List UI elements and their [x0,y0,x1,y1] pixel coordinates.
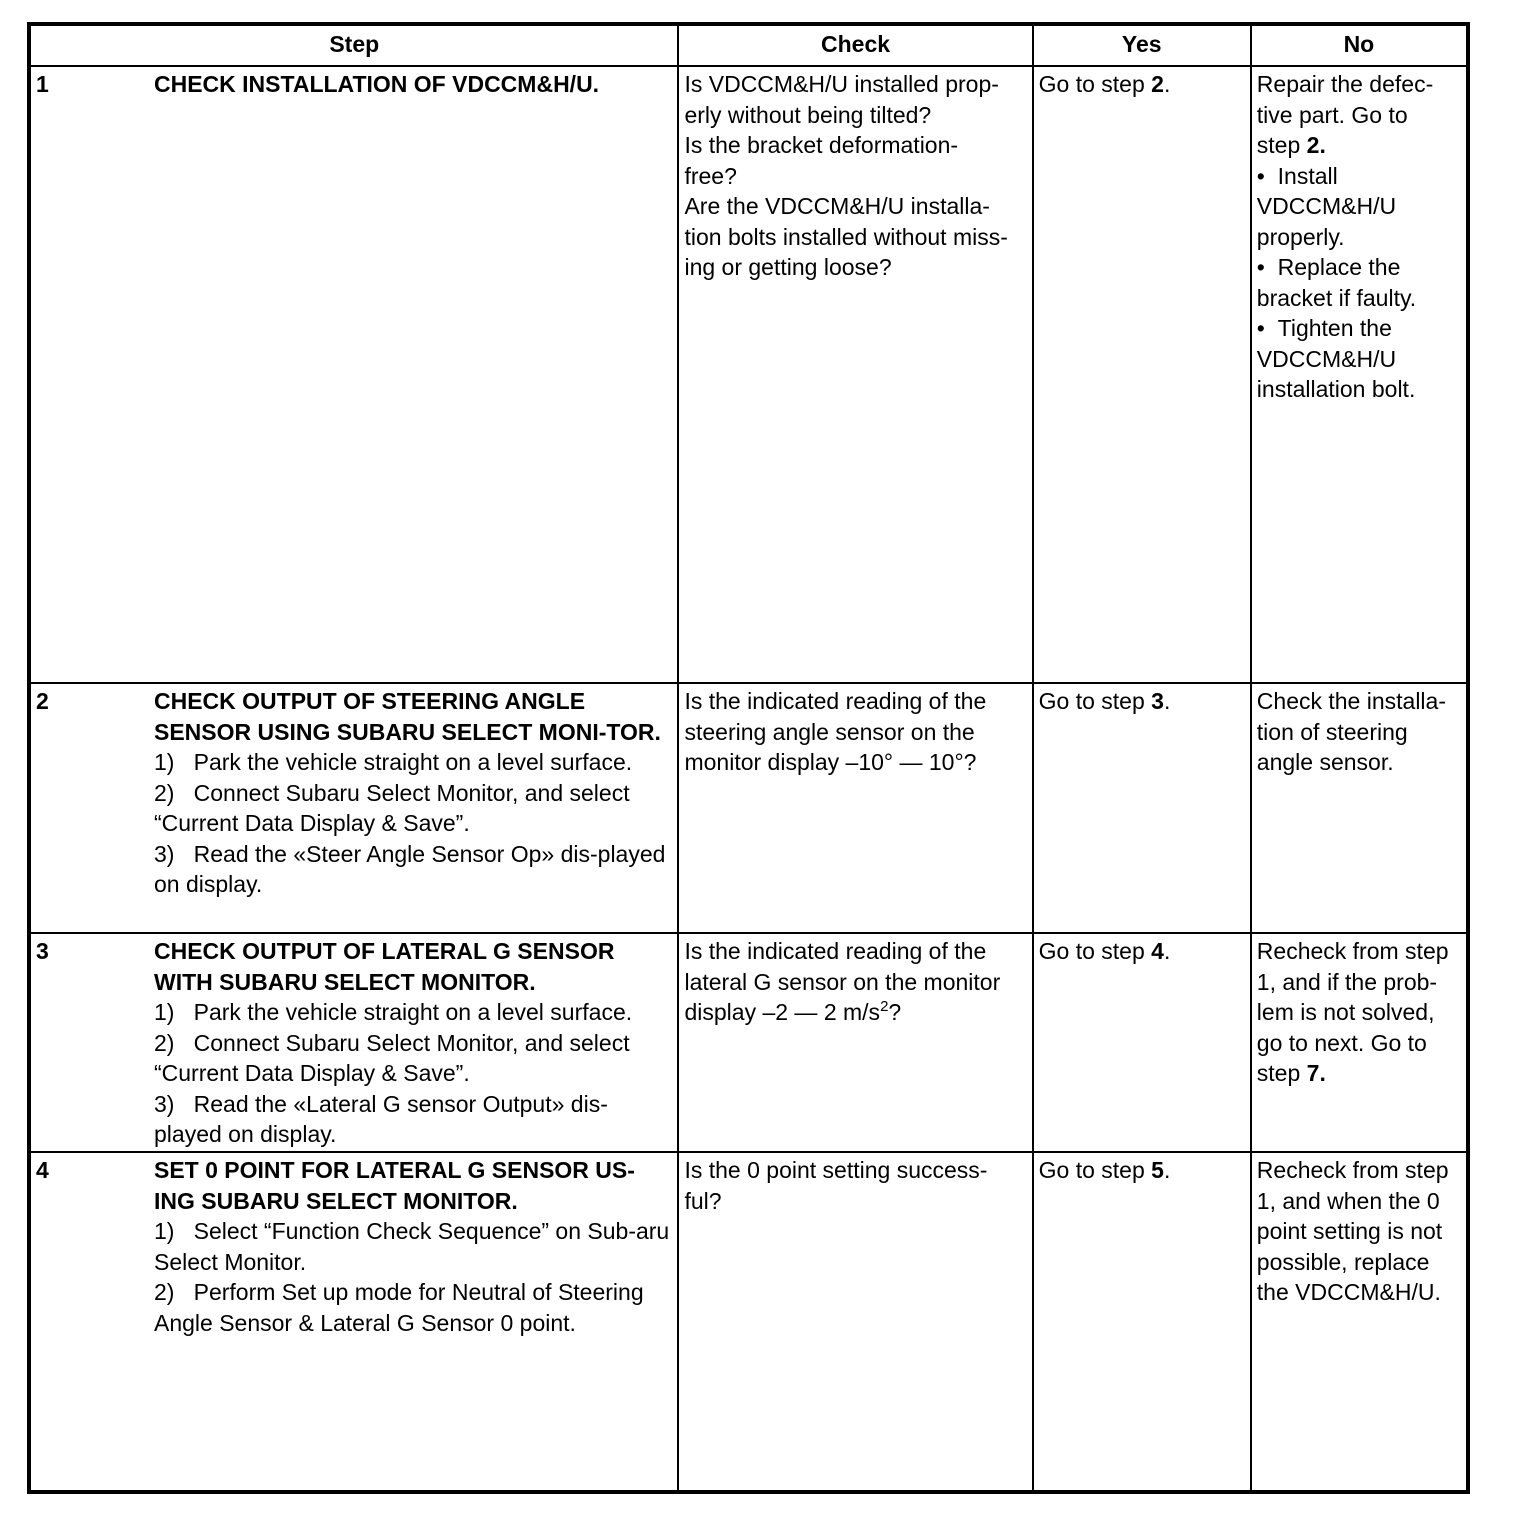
no-bullet: • Tighten the VDCCM&H/U installation bolt. [1257,313,1461,405]
substep: 2) Connect Subaru Select Monitor, and select “Current Data Display & Save”. [154,1029,630,1086]
no-step-line [1257,130,1461,161]
yes-cell [1033,1152,1251,1492]
check-line: Is VDCCM&H/U installed prop- [684,71,999,97]
no-line: 1, and if the prob- [1256,968,1438,995]
no-step-line [1257,1058,1461,1089]
check-line: monitor display –10° — 10°? [684,749,977,775]
table-row [29,683,1468,933]
no-bullet: • Install VDCCM&H/U properly. [1257,161,1461,253]
step-number: 3 [36,938,49,964]
yes-text: Go to step [1038,688,1152,714]
step-number: 2 [36,688,49,714]
check-line: Is the indicated reading of the [684,688,987,714]
yes-period: . [1163,1157,1171,1183]
substep: 2) Connect Subaru Select Monitor, and select “Current Data Display & Save”. [154,779,630,836]
step-cell [29,1152,678,1492]
table-row [29,66,1468,683]
no-line: Recheck from step [1256,938,1449,964]
no-step-suffix: . [1319,1060,1326,1086]
header-step: Step [29,24,678,66]
no-line: Repair the defec- [1256,71,1434,97]
check-cell [678,683,1032,933]
no-cell [1251,66,1468,683]
no-line: possible, replace [1256,1248,1430,1275]
check-line: tion bolts installed without miss- [684,223,1008,250]
step-cell [29,66,678,683]
check-cell [678,933,1032,1152]
step-number: 4 [36,1157,49,1183]
step-title: CHECK INSTALLATION OF VDCCM&H/U. [154,71,600,97]
check-cell [678,1152,1032,1492]
step-title: CHECK OUTPUT OF STEERING ANGLE SENSOR USING SUBARU SELECT MONI-TOR. [154,688,661,745]
no-line: 1, and when the 0 [1256,1187,1440,1214]
substep: 1) Select “Function Check Sequence” on Sub-aru Select Monitor. [154,1218,670,1275]
header-check: Check [678,24,1032,66]
substep: 3) Read the «Steer Angle Sensor Op» dis-played on display. [154,840,666,897]
no-bullet: • Replace the bracket if faulty. [1257,252,1461,313]
yes-cell [1033,933,1251,1152]
header-no: No [1251,24,1468,66]
substep: 1) Park the vehicle straight on a level surface. [154,999,633,1025]
no-line: Check the installa- [1256,688,1446,714]
check-text: ? [888,999,902,1025]
no-line: the VDCCM&H/U. [1256,1279,1441,1305]
no-cell [1251,933,1468,1152]
yes-period: . [1163,938,1171,964]
substep: 3) Read the «Lateral G sensor Output» dis-played on display. [154,1090,608,1147]
no-step-number: 7 [1306,1060,1320,1086]
header-row [29,24,1468,66]
check-text: display –2 — 2 m/s [684,999,881,1025]
superscript: 2 [880,998,889,1015]
yes-step-number: 3 [1151,688,1164,714]
no-line: angle sensor. [1256,749,1394,775]
table-row [29,933,1468,1152]
check-line: Are the VDCCM&H/U installa- [684,193,990,219]
yes-period: . [1163,71,1171,97]
step-title: SET 0 POINT FOR LATERAL G SENSOR US-ING SUBARU SELECT MONITOR. [154,1157,635,1214]
substep: 2) Perform Set up mode for Neutral of Steering Angle Sensor & Lateral G Sensor 0 point. [154,1279,644,1336]
check-line: lateral G sensor on the monitor [684,968,1001,995]
no-step-prefix: step [1256,132,1307,158]
step-cell [29,683,678,933]
check-line: Is the indicated reading of the [684,938,987,964]
check-line: free? [684,162,737,189]
check-line: Is the bracket deformation- [684,132,959,158]
no-step-prefix: step [1256,1060,1307,1086]
yes-step-number: 4 [1151,938,1164,964]
header-yes: Yes [1033,24,1251,66]
check-cell [678,66,1032,683]
check-line: steering angle sensor on the [684,718,975,745]
no-line: Recheck from step [1256,1157,1449,1183]
no-line: tion of steering [1256,718,1408,745]
step-cell [29,933,678,1152]
yes-step-number: 2 [1151,71,1164,97]
no-line: point setting is not [1256,1218,1443,1244]
yes-step-number: 5 [1151,1157,1164,1183]
check-line [684,997,1026,1028]
check-line: Is the 0 point setting success- [684,1157,988,1183]
substep: 1) Park the vehicle straight on a level surface. [154,749,633,775]
step-number: 1 [36,71,49,97]
yes-cell [1033,683,1251,933]
yes-text: Go to step [1038,938,1152,964]
yes-text: Go to step [1038,1157,1152,1183]
yes-text: Go to step [1038,71,1152,97]
check-line: ing or getting loose? [684,254,892,280]
yes-period: . [1163,688,1171,714]
yes-cell [1033,66,1251,683]
diagnostic-table [27,22,1470,1494]
no-line: go to next. Go to [1256,1029,1427,1056]
no-cell [1251,683,1468,933]
table-row [29,1152,1468,1492]
no-line: lem is not solved, [1256,999,1435,1025]
no-step-suffix: . [1319,132,1326,158]
check-line: erly without being tilted? [684,101,932,128]
check-line: ful? [684,1187,722,1214]
step-title: CHECK OUTPUT OF LATERAL G SENSOR WITH SUBARU SELECT MONITOR. [154,938,615,995]
no-step-number: 2 [1306,132,1320,158]
no-line: tive part. Go to [1256,101,1408,128]
no-cell [1251,1152,1468,1492]
